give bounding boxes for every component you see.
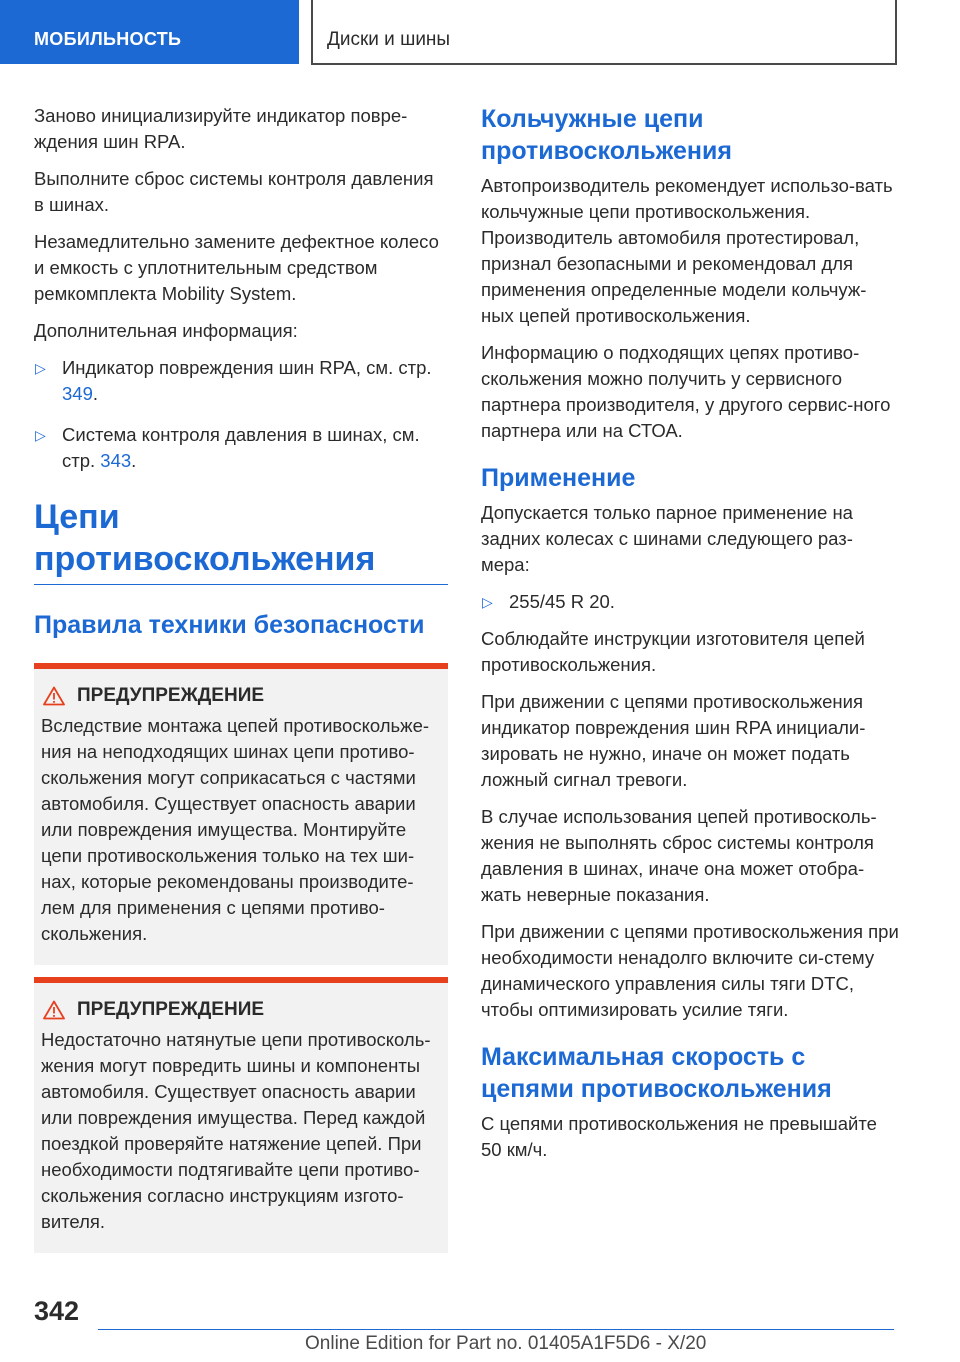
warning-triangle-icon — [43, 1000, 65, 1020]
paragraph: Информацию о подходящих цепях противо-скольжения можно получить у сервисного партнера производителя, у другого сервис-ного партнера или на СТОА. — [481, 342, 891, 441]
paragraph: Автопроизводитель рекомендует использо-вать кольчужные цепи противоскольжения. Производитель автомобиля протестировал, признал безопасными и рекомендовал для применения определенные модели кольчуж-ных цепей противоскольжения. — [481, 175, 893, 326]
section-heading: Применение — [481, 464, 636, 492]
triangle-right-outline-icon: ▷ — [35, 360, 46, 376]
section-heading: Максимальная скорость с цепями противоскольжения — [481, 1043, 832, 1103]
warning-title-row — [41, 685, 441, 707]
warning-title: ПРЕДУПРЕЖДЕНИЕ — [77, 685, 265, 706]
left-column — [34, 103, 448, 1253]
paragraph: Заново инициализируйте индикатор повре-ждения шин RPA. — [34, 105, 408, 152]
paragraph: Допускается только парное применение на задних колесах с шинами следующего раз-мера: — [481, 502, 853, 575]
list-item-end: . — [131, 450, 137, 471]
right-column — [481, 103, 899, 1174]
list-item-end: . — [92, 383, 99, 404]
list-item-text: 255/45 R 20. — [509, 591, 615, 612]
paragraph: Незамедлительно замените дефектное колесо и емкость с уплотнительным средством ремкомплекта Mobility System. — [34, 231, 439, 304]
paragraph: При движении с цепями противоскольжения при необходимости ненадолго включите си-стему динамического управления силы тяги DTC, чтобы оптимизировать усилие тяги. — [481, 921, 899, 1020]
warning-title: ПРЕДУПРЕЖДЕНИЕ — [77, 999, 265, 1020]
footer-edition-text: Online Edition for Part no. 01405A1F5D6 - X/20 — [305, 1333, 707, 1354]
page-reference-link[interactable]: 343 — [100, 450, 132, 471]
paragraph: В случае использования цепей противосколь-жения не выполнять сброс системы контроля давления в шинах, иначе она может отобра-жать неверные показания. — [481, 806, 877, 905]
list-item-text: Система контроля давления в шинах, см. стр. — [62, 424, 420, 471]
paragraph: Соблюдайте инструкции изготовителя цепей противоскольжения. — [481, 628, 865, 675]
paragraph: Дополнительная информация: — [34, 320, 298, 341]
chapter-heading: Цепи противоскольжения — [34, 496, 448, 585]
warning-text: Вследствие монтажа цепей противоскольже-ния на неподходящих шинах цепи противо-скольжения могут соприкасаться с частями автомобиля. Существует опасность аварии или повреждения имущества. Монтируйте цепи противоскольжения только на тех ши-нах, которые рекомендованы производите-лем для применения с цепями противо-скольжения. — [41, 715, 430, 944]
page-number: 342 — [34, 1296, 80, 1326]
warning-triangle-icon — [43, 686, 65, 706]
paragraph: Выполните сброс системы контроля давления в шинах. — [34, 168, 434, 215]
header-section-tab — [0, 0, 299, 64]
warning-box — [34, 663, 448, 965]
footer-divider — [98, 1329, 894, 1330]
triangle-right-outline-icon: ▷ — [482, 594, 493, 610]
paragraph: При движении с цепями противоскольжения индикатор повреждения шин RPA инициали-зировать не нужно, иначе он может подать ложный сигнал тревоги. — [481, 691, 866, 790]
section-heading: Кольчужные цепи противоскольжения — [481, 105, 732, 165]
triangle-right-outline-icon: ▷ — [35, 427, 46, 443]
list-item-text: Индикатор повреждения шин RPA, см. стр. — [62, 357, 432, 378]
warning-title-row — [41, 999, 441, 1021]
list-item — [34, 355, 448, 407]
paragraph: С цепями противоскольжения не превышайте 50 км/ч. — [481, 1113, 877, 1160]
header-subsection-title: Диски и шины — [327, 29, 451, 50]
list-item — [34, 422, 448, 474]
header-section-title: МОБИЛЬНОСТЬ — [34, 29, 182, 49]
section-heading: Правила техники безопасности — [34, 611, 425, 639]
header-subsection-box — [311, 0, 897, 65]
warning-text: Недостаточно натянутые цепи противосколь-жения могут повредить шины и компоненты автомобиля. Существует опасность аварии или повреждения имущества. Перед каждой поездкой проверяйте натяжение цепей. При необходимости подтягивайте цепи противо-скольжения согласно инструкциям изгото-вителя. — [41, 1029, 431, 1232]
list-item — [481, 589, 899, 615]
page-reference-link[interactable]: 349 — [62, 383, 93, 404]
warning-box — [34, 977, 448, 1253]
